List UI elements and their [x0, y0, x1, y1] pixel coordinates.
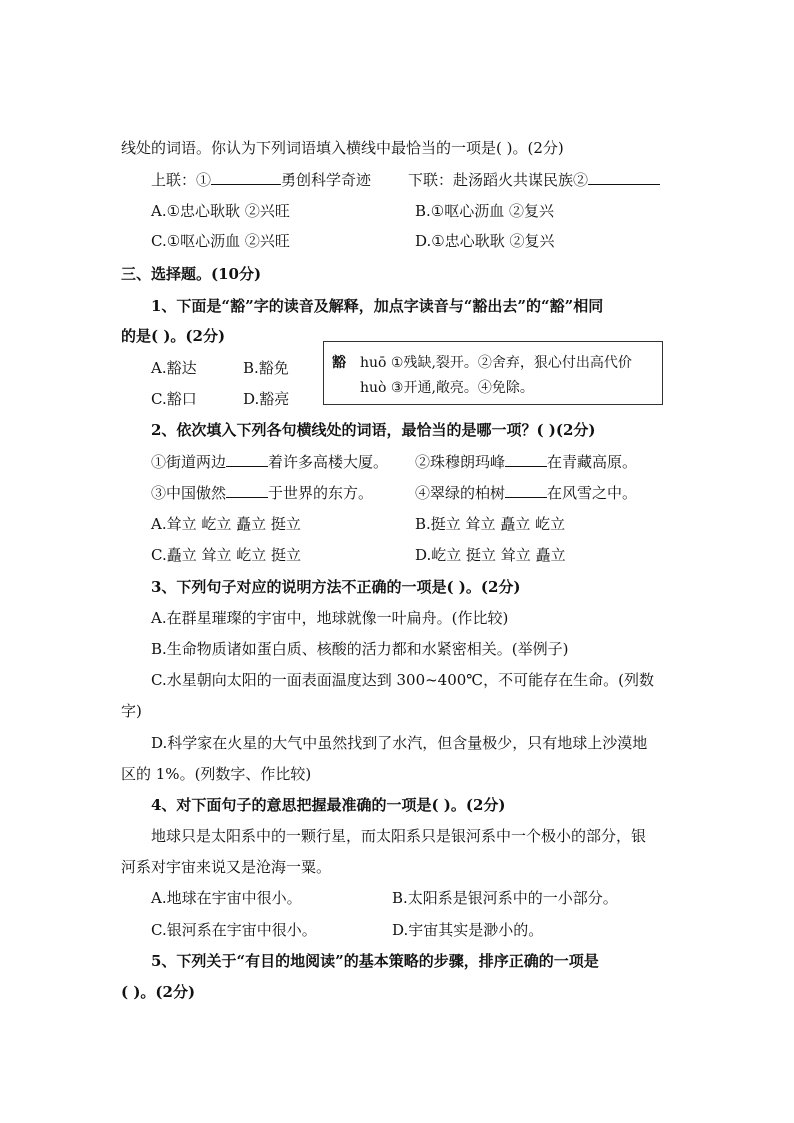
couplet-lower-text: 下联：赴汤蹈火共谋民族② [408, 171, 589, 189]
q1-option-b: B.豁免 [243, 359, 289, 377]
q5-stem-line2: ( )。(2分) [121, 983, 196, 1001]
q3-option-b: B.生命物质诸如蛋白质、核酸的活力都和水紧密相关。(举例子) [151, 640, 569, 658]
dictionary-box [323, 341, 663, 405]
q2-sentence-3 [151, 483, 373, 503]
q2-blank-1 [226, 452, 268, 467]
q2-s1-a: ①街道两边 [151, 453, 227, 471]
dictionary-char: 豁 [332, 355, 346, 371]
q2-s3-b: 于世界的东方。 [268, 484, 374, 502]
q3-option-c-line2: 字) [121, 702, 142, 720]
q2-blank-3 [226, 483, 268, 498]
q4-option-d: D.宇宙其实是渺小的。 [392, 921, 544, 939]
q2-blank-4 [505, 483, 547, 498]
intro-option-c: C.①呕心沥血 ②兴旺 [151, 232, 290, 250]
q2-sentence-2 [415, 452, 637, 472]
q1-option-c: C.豁口 [151, 390, 197, 408]
q2-option-b: B.挺立 耸立 矗立 屹立 [415, 515, 566, 533]
q2-s4-a: ④翠绿的柏树 [415, 484, 506, 502]
couplet-upper-prefix: 上联：① [151, 171, 212, 189]
q4-option-c: C.银河系在宇宙中很小。 [151, 921, 317, 939]
q3-stem: 3、下列句子对应的说明方法不正确的一项是( )。(2分) [151, 578, 521, 596]
q2-blank-2 [505, 452, 547, 467]
q2-option-c: C.矗立 耸立 屹立 挺立 [151, 546, 302, 564]
couplet-blank-2 [588, 170, 660, 185]
q2-s1-b: 着许多高楼大厦。 [268, 453, 389, 471]
q5-stem-line1: 5、下列关于“有目的地阅读”的基本策略的步骤，排序正确的一项是 [151, 952, 599, 970]
dictionary-line-2: huò ③开通,敞亮。④免除。 [360, 380, 534, 396]
couplet-upper [151, 170, 371, 190]
q4-passage-line1: 地球只是太阳系中的一颗行星，而太阳系只是银河系中一个极小的部分，银 [151, 827, 647, 845]
intro-option-d: D.①忠心耿耿 ②复兴 [415, 232, 555, 250]
q2-stem: 2、依次填入下列各句横线处的词语，最恰当的是哪一项？( )(2分) [151, 421, 596, 439]
q1-stem-line1: 1、下面是“豁”字的读音及解释，加点字读音与“豁出去”的“豁”相同 [151, 297, 604, 315]
q2-s2-a: ②珠穆朗玛峰 [415, 453, 506, 471]
q2-s3-a: ③中国傲然 [151, 484, 227, 502]
section-title: 三、选择题。(10分) [121, 265, 262, 283]
q4-option-a: A.地球在宇宙中很小。 [151, 889, 302, 907]
intro-option-b: B.①呕心沥血 ②复兴 [415, 202, 555, 220]
q2-s4-b: 在风雪之中。 [547, 484, 638, 502]
q4-option-b: B.太阳系是银河系中的一小部分。 [392, 889, 618, 907]
q2-s2-b: 在青藏高原。 [547, 453, 638, 471]
intro-line: 线处的词语。你认为下列词语填入横线中最恰当的一项是( )。(2分) [121, 139, 564, 157]
q3-option-c-line1: C.水星朝向太阳的一面表面温度达到 300~400℃，不可能存在生命。(列数 [151, 671, 654, 689]
q2-sentence-4 [415, 483, 637, 503]
q2-option-a: A.耸立 屹立 矗立 挺立 [151, 515, 301, 533]
q3-option-d-line2: 区的 1%。(列数字、作比较) [121, 765, 312, 783]
couplet-lower [408, 170, 660, 190]
q3-option-d-line1: D.科学家在火星的大气中虽然找到了水汽，但含量极少，只有地球上沙漠地 [151, 734, 648, 752]
q1-stem-line2: 的是( )。(2分) [121, 327, 226, 345]
q4-passage-line2: 河系对宇宙来说又是沧海一粟。 [121, 858, 332, 876]
q1-option-a: A.豁达 [151, 359, 197, 377]
q1-option-d: D.豁亮 [243, 390, 290, 408]
q3-option-a: A.在群星璀璨的宇宙中，地球就像一叶扁舟。(作比较) [151, 609, 509, 627]
q2-sentence-1 [151, 452, 388, 472]
q2-option-d: D.屹立 挺立 耸立 矗立 [415, 546, 566, 564]
intro-option-a: A.①忠心耿耿 ②兴旺 [151, 202, 290, 220]
q4-stem: 4、对下面句子的意思把握最准确的一项是( )。(2分) [151, 796, 506, 814]
couplet-blank-1 [211, 170, 281, 185]
dictionary-line-1: huō ①残缺,裂开。②舍弃，狠心付出高代价 [360, 355, 632, 371]
couplet-upper-suffix: 勇创科学奇迹 [281, 171, 372, 189]
